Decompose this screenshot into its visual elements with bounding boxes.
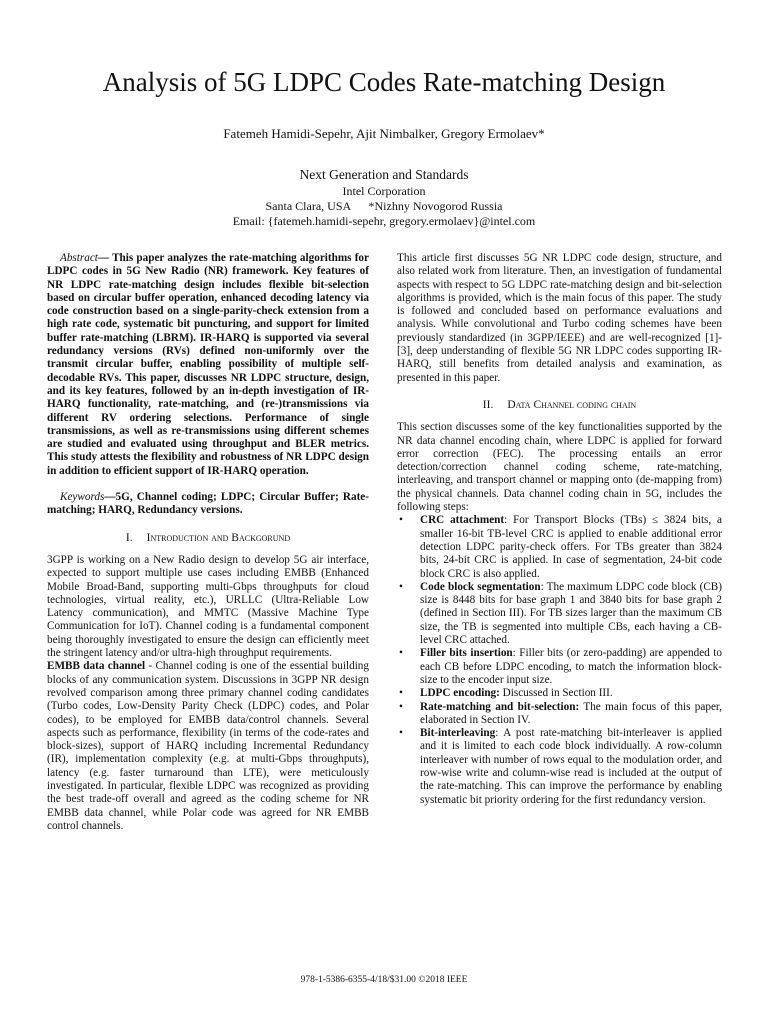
list-item-label: LDPC encoding:: [420, 687, 500, 700]
list-item-text: : A post rate-matching bit-interleaver is applied and it is limited to each code block individually. A row-column interleaver with number of rows equal to the modulation order, and row-wise write and column-wise read is included at the output of the rate-matching. This can improve the performance by enabling systematic bit priority ordering for the first redundancy version.: [420, 727, 722, 806]
list-item: [397, 727, 722, 807]
section-heading-2: [397, 399, 722, 412]
abstract-label: Abstract: [60, 252, 98, 264]
list-item-text: : Filler bits (or zero-padding) are appended to each CB before LDPC encoding, to match the information block-size to the encoder input size.: [420, 647, 722, 686]
affiliation-locations: Santa Clara, USA *Nizhny Novogorod Russia: [265, 199, 503, 213]
bullet-icon: •: [399, 727, 403, 740]
embb-paragraph: [47, 660, 369, 833]
affiliation-group: Next Generation and Standards: [299, 167, 469, 182]
section-title: Data Channel coding chain: [507, 398, 637, 411]
list-item-label: CRC attachment: [420, 514, 505, 527]
keywords-dash: —: [104, 491, 116, 504]
keywords-text: 5G, Channel coding; LDPC; Circular Buffer; Rate-matching; HARQ, Redundancy versions.: [47, 491, 369, 517]
right-column: [397, 252, 722, 807]
section-title: Introduction and Backgorund: [146, 531, 291, 544]
section-heading-1: [47, 532, 369, 545]
author-list: Fatemeh Hamidi-Sepehr, Ajit Nimbalker, Gregory Ermolaev*: [223, 126, 545, 141]
embb-label: EMBB data channel: [47, 660, 146, 673]
list-item-label: Filler bits insertion: [420, 647, 513, 660]
coding-steps-list: [397, 514, 722, 807]
affiliation-email: Email: {fatemeh.hamidi-sepehr, gregory.ermolaev}@intel.com: [232, 214, 536, 228]
intro-paragraph: 3GPP is working on a New Radio design to develop 5G air interface, expected to support multiple use cases including EMBB (Enhanced Mobile Broad-Band, supporting multi-Gbps throughputs for cloud technologies, virtual reality, etc.), URLLC (Ultra-Reliable Low Latency communication), and MMTC (Massive Machine Type Communication for IoT). Channel coding is a fundamental component being thoroughly investigated to ensure the design can efficiently meet the stringent latency and/or ultra-high throughput requirements.: [47, 553, 369, 660]
list-item: [397, 687, 722, 700]
bullet-icon: •: [399, 514, 403, 527]
coding-chain-paragraph: This section discusses some of the key functionalities supported by the NR data channel encoding chain, where LDPC is applied for forward error correction (FEC). The processing entails an error detection/correction channel coding scheme, rate-matching, interleaving, and transport channel or mapping onto (de-mapping from) the physical channels. Data channel coding chain in 5G, includes the following steps:: [397, 421, 722, 514]
bullet-icon: •: [399, 580, 403, 593]
list-item: [397, 514, 722, 580]
list-item-text: : The maximum LDPC code block (CB) size is 8448 bits for base graph 1 and 3840 bits for base graph 2 (defined in Section III). For TB sizes larger than the maximum CB size, the TB is segmented into multiple CBs, each having a CB-level CRC attached.: [420, 580, 722, 647]
list-item-text: The main focus of this paper, elaborated in Section IV.: [420, 700, 722, 726]
left-column: [47, 252, 369, 833]
bullet-icon: •: [399, 687, 403, 700]
paper-title: Analysis of 5G LDPC Codes Rate-matching Design: [102, 67, 666, 97]
list-item-label: Code block segmentation: [420, 580, 541, 593]
embb-text: - Channel coding is one of the essential building blocks of any communication system. Discussions in 3GPP NR design revolved comparison among three primary channel coding candidates (Turbo codes, Low-Density Parity Check (LDPC) codes, and Polar codes), to be employed for EMBB data/control channels. Several aspects such as performance, flexibility (in terms of the code-rates and block-sizes), support of HARQ including Incremental Redundancy (IR), implementation complexity (e.g. at multi-Gbps throughputs), latency (e.g. faster turnaround than LTE), were meticulously investigated. In particular, flexible LDPC was recognized as providing the best trade-off overall and agreed as the coding scheme for NR EMBB data channel, while Polar code was agreed for NR EMBB control channels.: [47, 660, 369, 832]
list-item: [397, 701, 722, 728]
list-item-text: : For Transport Blocks (TBs) ≤ 3824 bits, a smaller 16-bit TB-level CRC is applied to enable additional error detection LDPC parity-check offers. For TBs greater than 3824 bits, 24-bit CRC is applied. In case of segmentation, 24-bit code block CRC is also applied.: [420, 514, 723, 580]
affiliation-block: [0, 166, 768, 229]
affiliation-company: Intel Corporation: [342, 184, 426, 198]
abstract-dash: —: [97, 252, 113, 264]
abstract: [47, 252, 369, 478]
list-item: [397, 581, 722, 647]
bullet-icon: •: [399, 647, 403, 660]
keywords-label: Keywords: [60, 491, 105, 504]
list-item-label: Rate-matching and bit-selection:: [420, 700, 580, 713]
list-item: [397, 647, 722, 687]
keywords: [47, 491, 369, 518]
list-item-label: Bit-interleaving: [420, 727, 496, 740]
list-item-text: Discussed in Section III.: [499, 687, 613, 700]
article-overview-paragraph: This article first discusses 5G NR LDPC code design, structure, and also related work from literature. Then, an investigation of fundamental aspects with respect to 5G LDPC rate-matching design and bit-selection algorithms is provided, which is the main focus of this paper. The study is followed and concluded based on performance evaluations and analysis. While convolutional and Turbo coding schemes have been previously standardized (in 3GPP/IEEE) and are well-recognized [1]-[3], deep understanding of flexible 5G NR LDPC codes supporting IR-HARQ, still benefits from detailed analysis and examination, as presented in this paper.: [397, 252, 722, 384]
section-number: II.: [482, 398, 494, 411]
copyright-footer: 978-1-5386-6355-4/18/$31.00 ©2018 IEEE: [300, 975, 468, 985]
abstract-text: This paper analyzes the rate-matching algorithms for LDPC codes in 5G New Radio (NR) framework. Key features of NR LDPC rate-matching design includes flexible bit-selection based on circular buffer operation, enhanced decoding latency via code construction based on a single-parity-check extension from a high rate code, systematic bit puncturing, and support for limited buffer rate-matching (LBRM). IR-HARQ is supported via several redundancy versions (RVs) defined non-uniformly over the transmit circular buffer, enabling possibility of multiple self-decodable RVs. This paper, discusses NR LDPC structure, design, and its key features, followed by an in-depth investigation of IR-HARQ functionality, rate-matching, and (re-)transmissions via different RV ordering selections. Performance of single transmissions, as well as re-transmissions using different schemes are studied and evaluated using throughput and BLER metrics. This study attests the flexibility and robustness of NR LDPC design in addition to efficient support of IR-HARQ operation.: [47, 252, 369, 477]
bullet-icon: •: [399, 700, 403, 713]
section-number: I.: [125, 531, 133, 544]
